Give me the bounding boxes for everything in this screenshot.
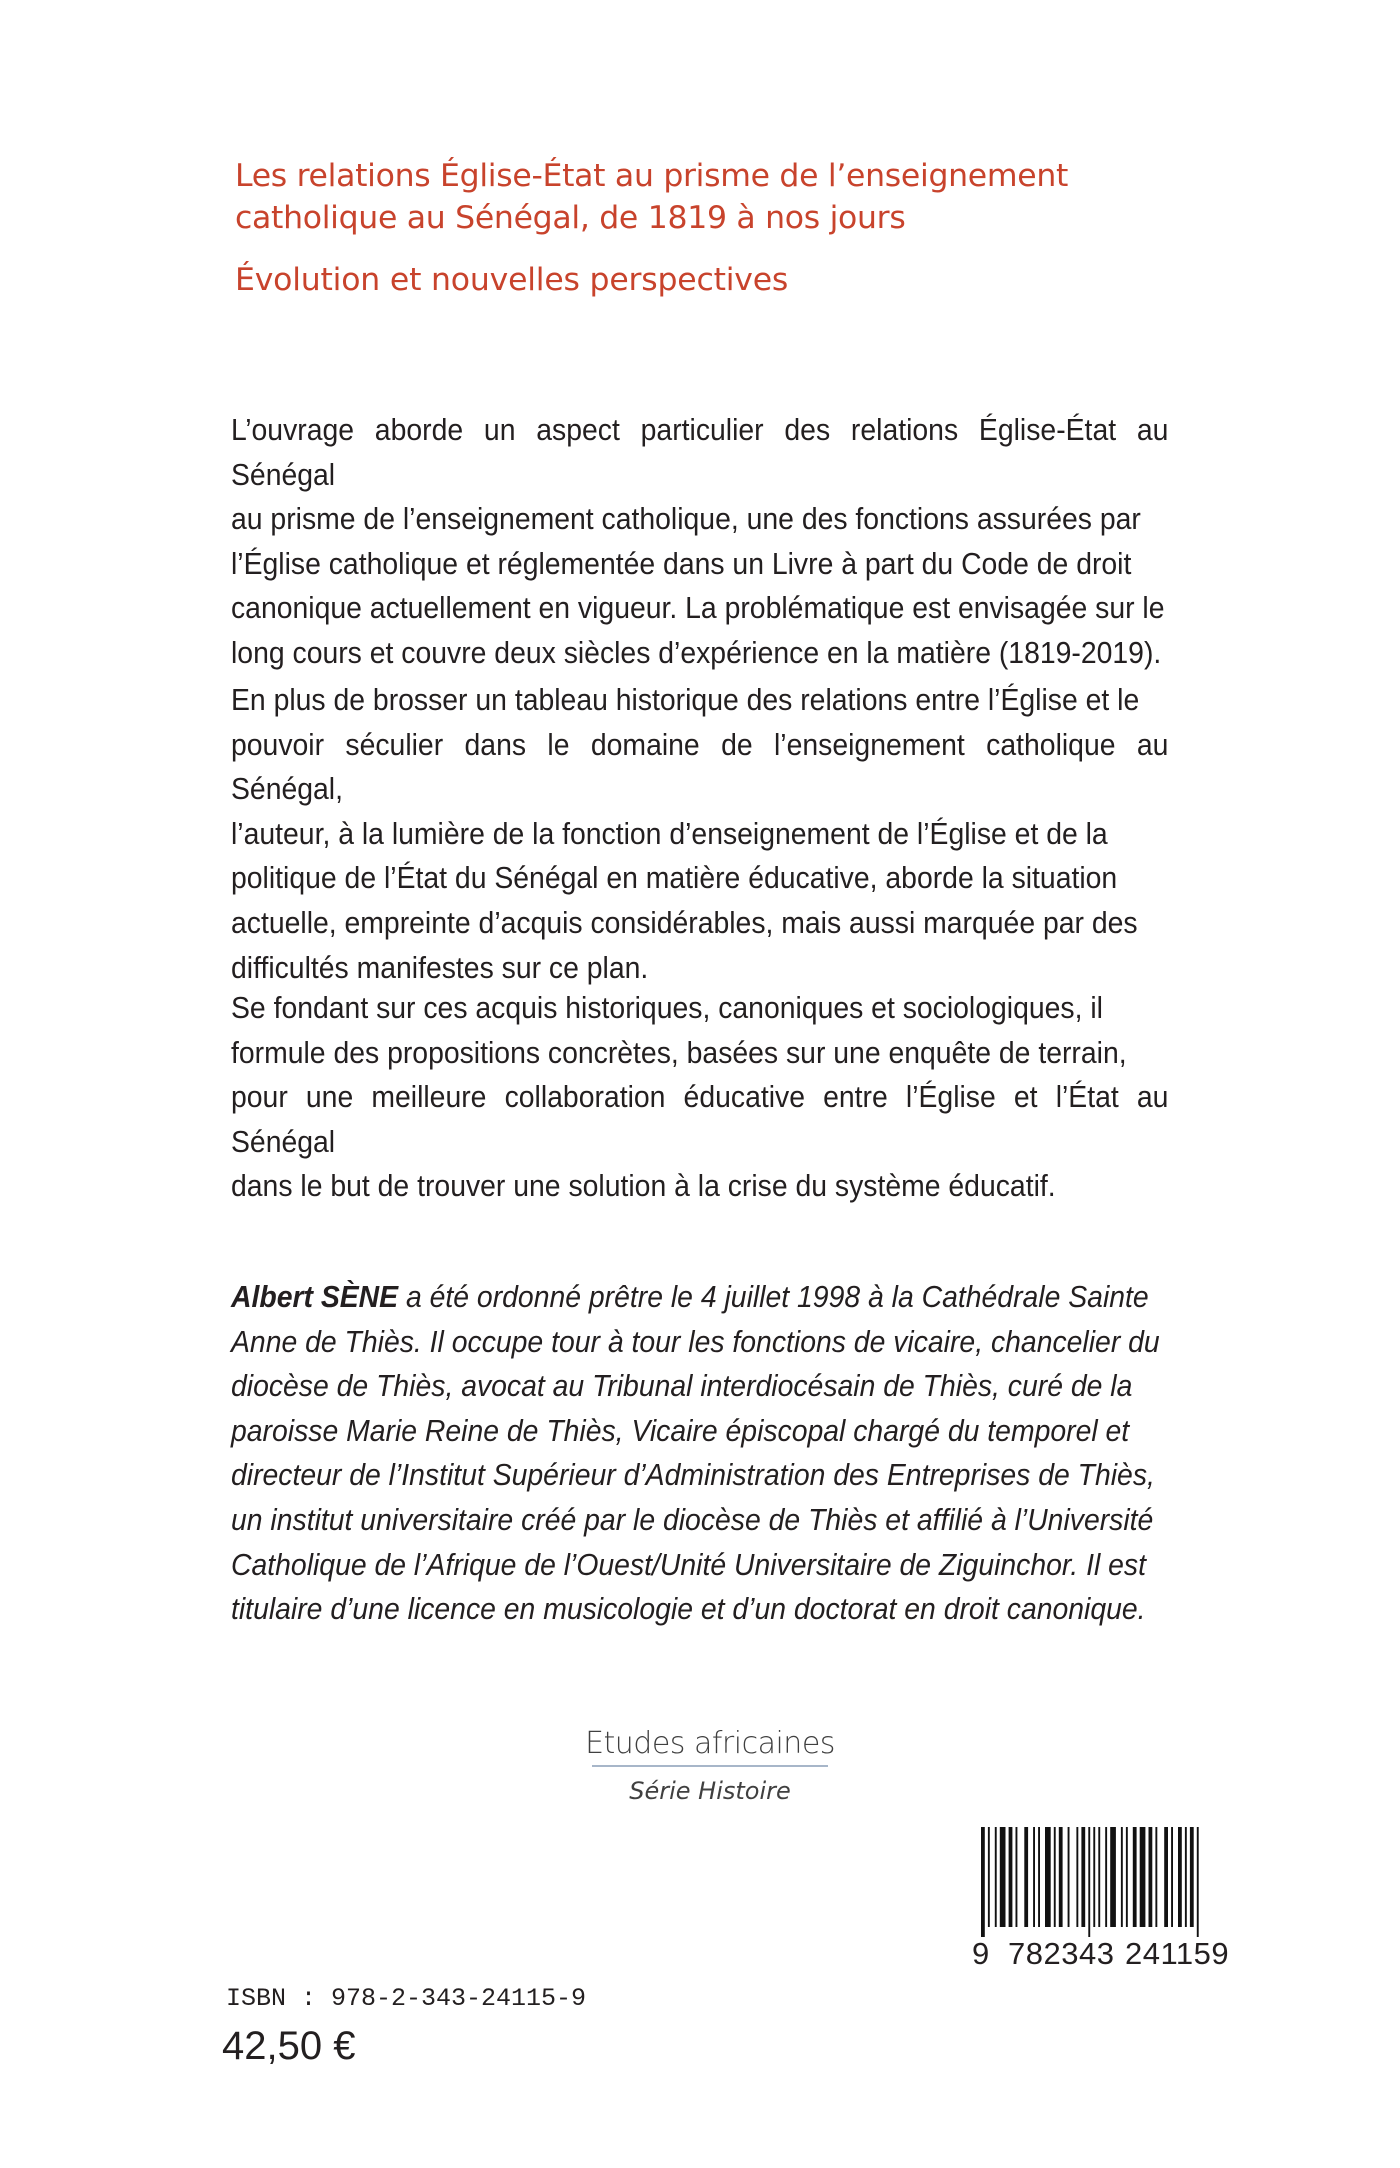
barcode-bar — [1059, 1827, 1063, 1927]
series-name: Etudes africaines — [585, 1726, 835, 1761]
book-title-line-1: Les relations Église-État au prisme de l’enseignement — [235, 158, 1069, 194]
text-line: pour une meilleure collaboration éducative entre l’Église et l’État au Sénégal — [231, 1080, 1169, 1159]
barcode-bar — [1009, 1827, 1013, 1927]
barcode-bar — [1126, 1827, 1128, 1927]
barcode-bar — [1140, 1827, 1146, 1927]
text-line: paroisse Marie Reine de Thiès, Vicaire épiscopal chargé du temporel et — [231, 1413, 1130, 1448]
barcode-digits-right: 241159 — [1125, 1936, 1230, 1971]
barcode-bar — [1000, 1827, 1006, 1927]
author-name: Albert SÈNE — [231, 1280, 399, 1314]
text-line: l’auteur, à la lumière de la fonction d’enseignement de l’Église et de la — [231, 816, 1108, 851]
bio-line-1 — [231, 1275, 1168, 1320]
barcode-bar — [1105, 1827, 1107, 1927]
series-divider — [592, 1765, 828, 1767]
barcode-bar — [1149, 1827, 1153, 1927]
text-line: diocèse de Thiès, avocat au Tribunal interdiocésain de Thiès, curé de la — [231, 1369, 1133, 1404]
barcode-bar — [1178, 1827, 1182, 1927]
text-line: directeur de l’Institut Supérieur d’Administration des Entreprises de Thiès, — [231, 1458, 1155, 1493]
barcode-bar — [1098, 1827, 1100, 1927]
barcode-bar — [1016, 1827, 1018, 1927]
text-line: titulaire d’une licence en musicologie et d’un doctorat en droit canonique. — [231, 1592, 1146, 1627]
text-line: En plus de brosser un tableau historique des relations entre l’Église et le — [231, 683, 1140, 717]
text-line: au prisme de l’enseignement catholique, une des fonctions assurées par — [231, 502, 1141, 537]
barcode-bar — [1155, 1827, 1157, 1927]
barcode-bar — [1190, 1827, 1194, 1927]
barcode-bar — [1068, 1827, 1070, 1927]
series-subseries: Série Histoire — [629, 1777, 791, 1805]
text-line: Catholique de l’Afrique de l’Ouest/Unité Universitaire de Ziguinchor. Il est — [231, 1547, 1146, 1582]
barcode-bar — [1045, 1827, 1051, 1927]
barcode-digits-left: 782343 — [1008, 1936, 1115, 1971]
barcode-bar — [1121, 1827, 1123, 1927]
summary-paragraph-1 — [231, 408, 1168, 676]
barcode-bar — [995, 1827, 997, 1927]
barcode-bar — [1164, 1827, 1168, 1927]
text-line: long cours et couvre deux siècles d’expérience en la matière (1819-2019). — [231, 635, 1162, 670]
text-line: difficultés manifestes sur ce plan. — [231, 950, 649, 985]
barcode-bar — [1054, 1827, 1056, 1927]
price: 42,50 € — [222, 2024, 356, 2068]
series-logo — [560, 1726, 860, 1805]
text-line: un institut universitaire créé par le diocèse de Thiès et affilié à l’Université — [231, 1502, 1154, 1537]
isbn: ISBN : 978-2-343-24115-9 — [226, 1984, 587, 2013]
text-line: politique de l’État du Sénégal en matière éducative, aborde la situation — [231, 861, 1118, 896]
text-line: dans le but de trouver une solution à la crise du système éducatif. — [231, 1169, 1056, 1204]
barcode-bar — [1133, 1827, 1137, 1927]
barcode-digit-first: 9 — [972, 1936, 990, 1971]
barcode-bar — [1110, 1827, 1116, 1927]
barcode-bar — [1088, 1827, 1090, 1937]
barcode-bar — [1024, 1827, 1028, 1927]
text-line: l’Église catholique et réglementée dans un Livre à part du Code de droit — [231, 546, 1132, 581]
summary-paragraph-3 — [231, 986, 1168, 1209]
text-line: pouvoir séculier dans le domaine de l’enseignement catholique au Sénégal, — [231, 727, 1169, 807]
barcode-bar — [1081, 1827, 1085, 1927]
summary-paragraph-2 — [231, 678, 1168, 990]
barcode-bar — [1033, 1827, 1035, 1927]
book-title — [235, 155, 1235, 239]
text-line: canonique actuellement en vigueur. La problématique est envisagée sur le — [231, 591, 1165, 626]
bio-line-1-rest: a été ordonné prêtre le 4 juillet 1998 à la Cathédrale Sainte — [398, 1280, 1149, 1314]
barcode-bar — [988, 1827, 990, 1927]
text-line: actuelle, empreinte d’acquis considérables, mais aussi marquée par des — [231, 905, 1138, 940]
barcode-bar — [1076, 1827, 1078, 1927]
text-line: formule des propositions concrètes, basées sur une enquête de terrain, — [231, 1035, 1127, 1070]
text-line: Anne de Thiès. Il occupe tour à tour les fonctions de vicaire, chancelier du — [231, 1324, 1160, 1359]
book-title-line-2: catholique au Sénégal, de 1819 à nos jours — [235, 200, 906, 236]
text-line: Se fondant sur ces acquis historiques, canoniques et sociologiques, il — [231, 991, 1103, 1025]
barcode-bar — [1038, 1827, 1040, 1927]
barcode-bar — [981, 1827, 985, 1937]
barcode-bar — [1197, 1827, 1199, 1937]
barcode-bar — [1171, 1827, 1173, 1927]
barcode-bar — [1093, 1827, 1095, 1927]
text-line: L’ouvrage aborde un aspect particulier des relations Église-État au Sénégal — [231, 413, 1169, 492]
barcode-bar — [1185, 1827, 1187, 1927]
author-bio — [231, 1275, 1168, 1632]
book-subtitle: Évolution et nouvelles perspectives — [235, 262, 789, 298]
